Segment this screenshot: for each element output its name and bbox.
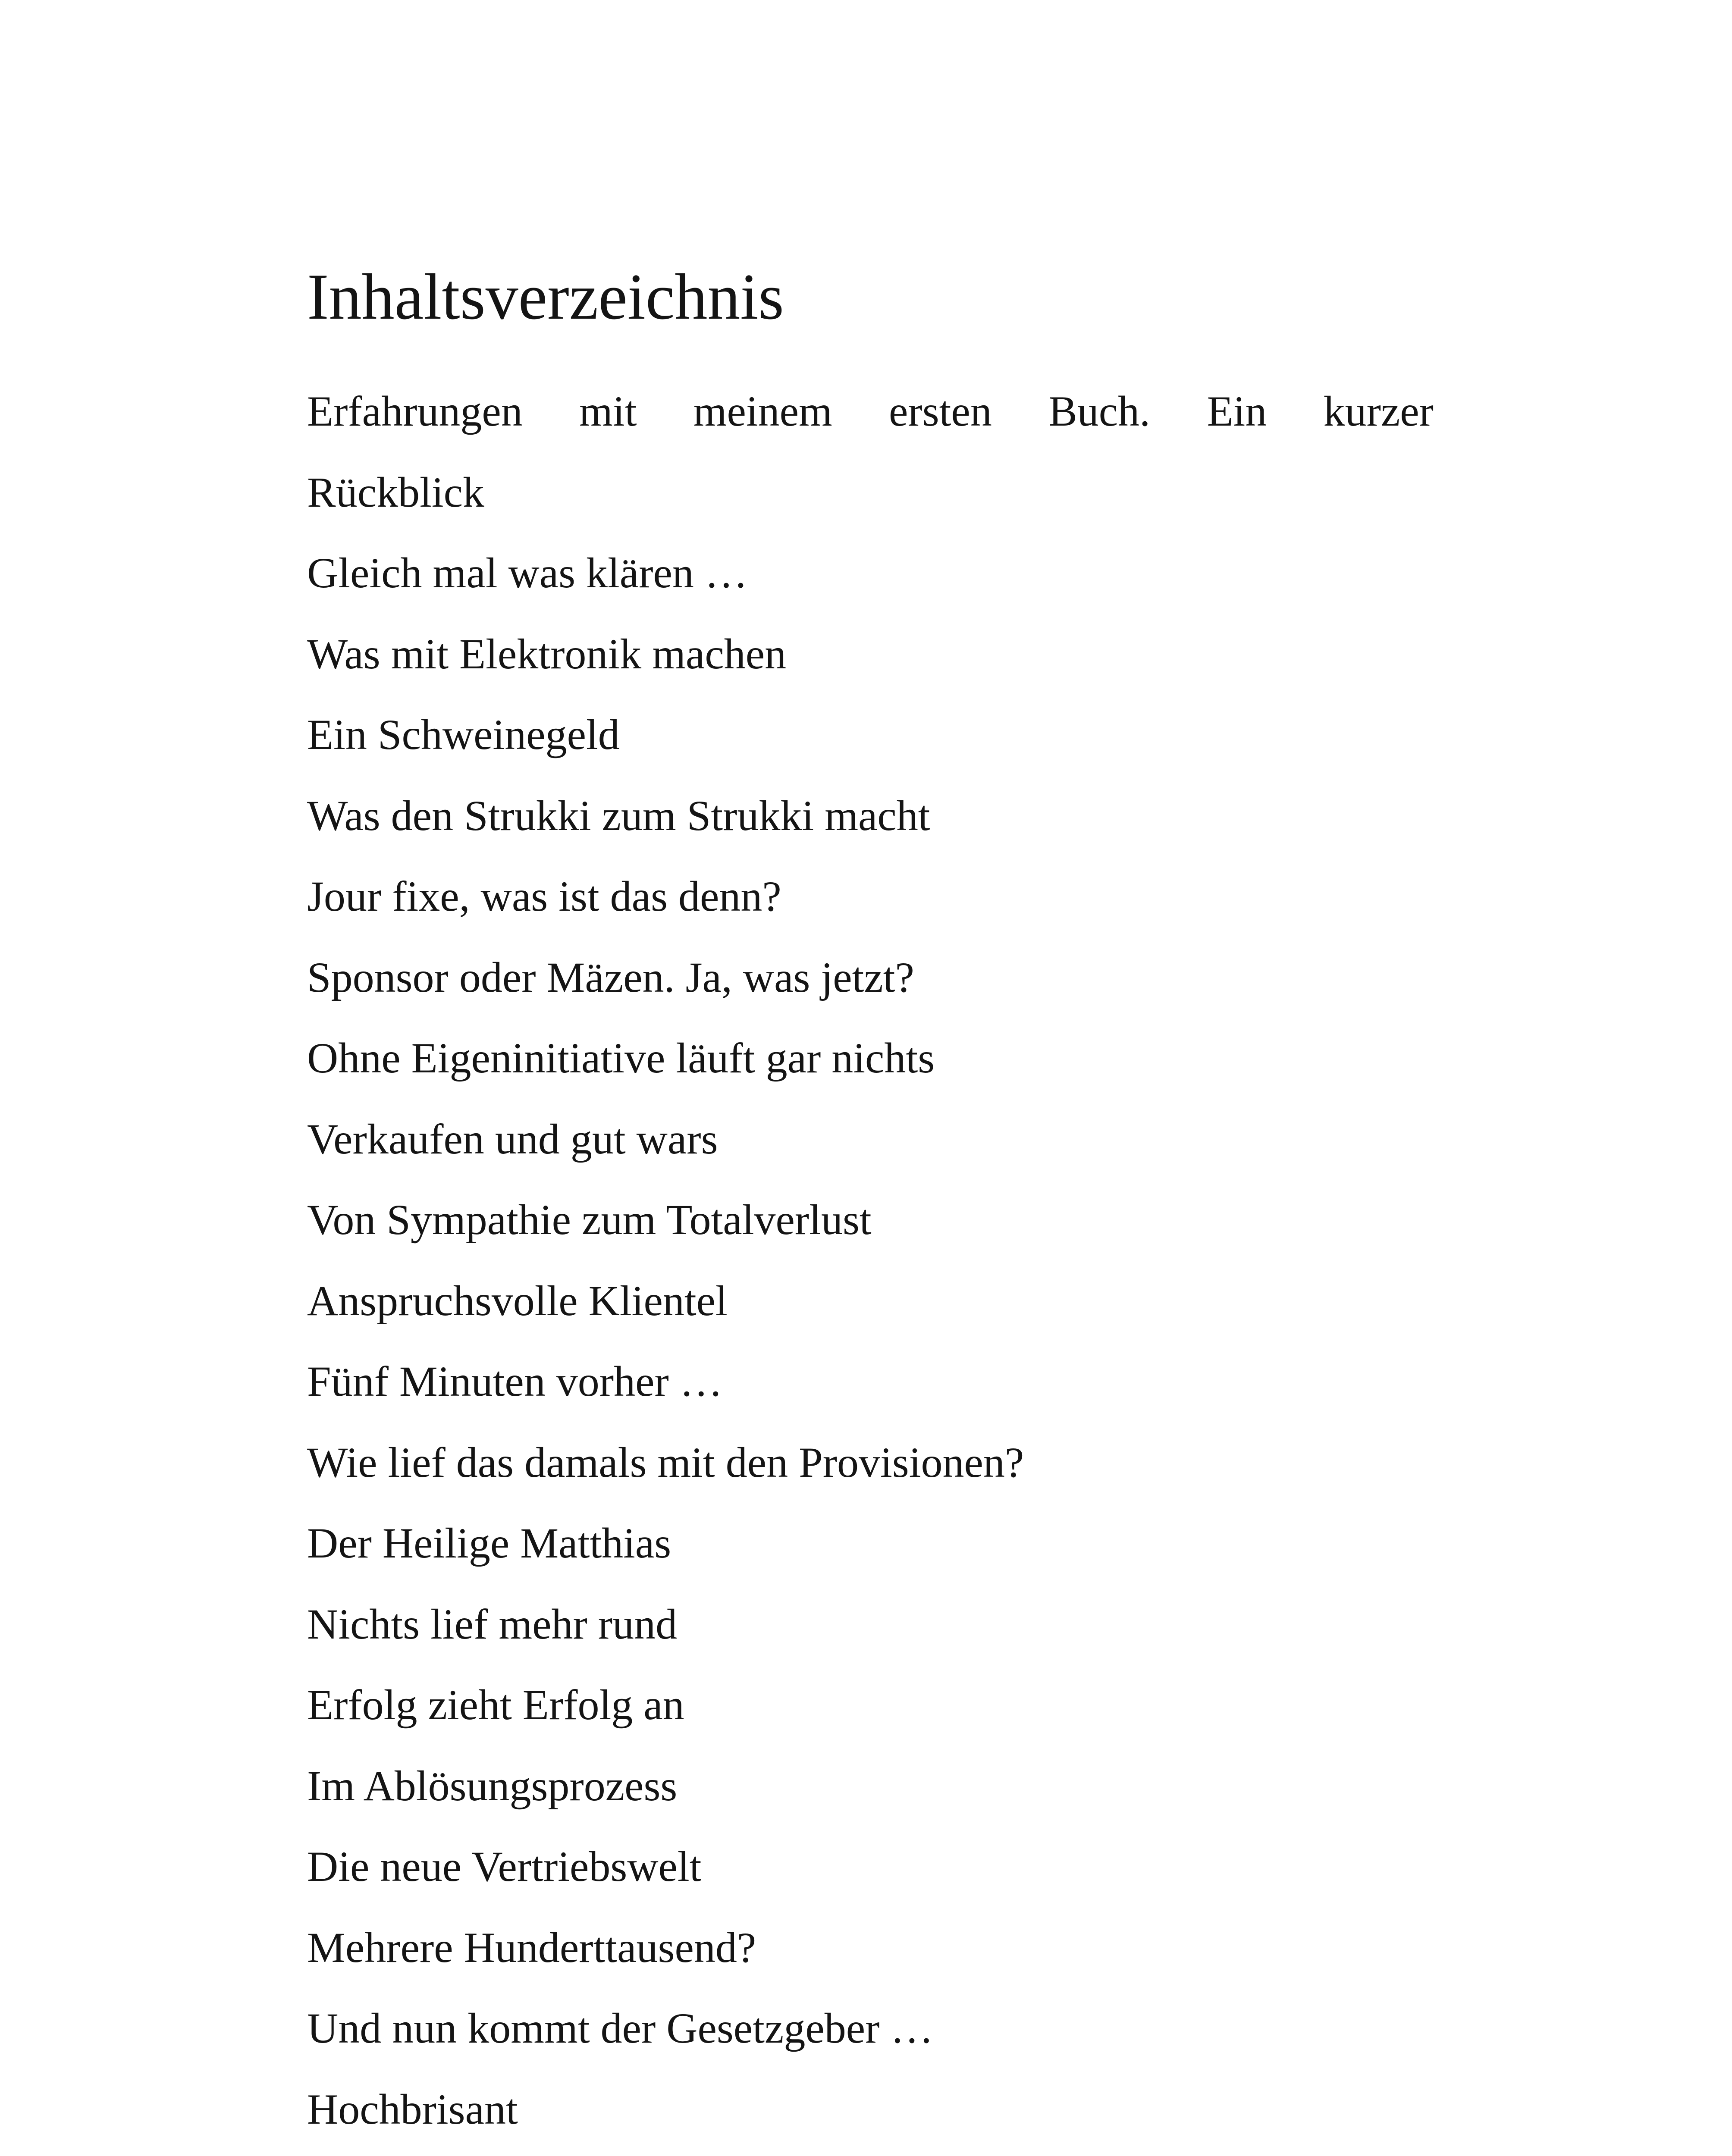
page-title: Inhaltsverzeichnis xyxy=(307,260,784,333)
toc-entry: Rückblick xyxy=(307,468,485,516)
toc-entry: Fünf Minuten vorher … xyxy=(307,1357,723,1405)
toc-entry: Der Heilige Matthias xyxy=(307,1519,671,1567)
toc-word: Buch. xyxy=(1048,387,1151,435)
toc-entry-justified-line xyxy=(307,371,1434,452)
toc-word: Ein xyxy=(1207,387,1267,435)
toc-entry: Nichts lief mehr rund xyxy=(307,1600,678,1648)
toc-entry: Verkaufen und gut wars xyxy=(307,1115,718,1163)
toc-entry: Wie lief das damals mit den Provisionen? xyxy=(307,1438,1024,1486)
toc-word: kurzer xyxy=(1323,387,1434,435)
toc-entry: Im Ablösungsprozess xyxy=(307,1761,678,1810)
toc-entry: Sponsor oder Mäzen. Ja, was jetzt? xyxy=(307,953,914,1001)
toc-entry: Die neue Vertriebswelt xyxy=(307,1843,702,1890)
toc-entry: Jour fixe, was ist das denn? xyxy=(307,872,781,920)
toc-entry: Gleich mal was klären … xyxy=(307,549,748,597)
toc-entry: Hochbrisant xyxy=(307,2085,518,2133)
toc-entry: Was mit Elektronik machen xyxy=(307,630,787,678)
toc-word: meinem xyxy=(693,387,832,435)
table-of-contents xyxy=(307,371,1434,2150)
toc-entry: Anspruchsvolle Klientel xyxy=(307,1276,728,1325)
toc-entry: Ohne Eigeninitiative läuft gar nichts xyxy=(307,1034,935,1082)
toc-entry: Ein Schweinegeld xyxy=(307,711,620,758)
toc-entry: Erfolg zieht Erfolg an xyxy=(307,1681,684,1729)
toc-entry: Mehrere Hunderttausend? xyxy=(307,1923,756,1971)
toc-entry: Und nun kommt der Gesetzgeber … xyxy=(307,2004,934,2052)
toc-entry: Von Sympathie zum Totalverlust xyxy=(307,1196,872,1244)
toc-word: Erfahrungen xyxy=(307,387,523,435)
toc-entry: Was den Strukki zum Strukki macht xyxy=(307,791,930,840)
toc-word: ersten xyxy=(889,387,992,435)
toc-word: mit xyxy=(579,387,637,435)
